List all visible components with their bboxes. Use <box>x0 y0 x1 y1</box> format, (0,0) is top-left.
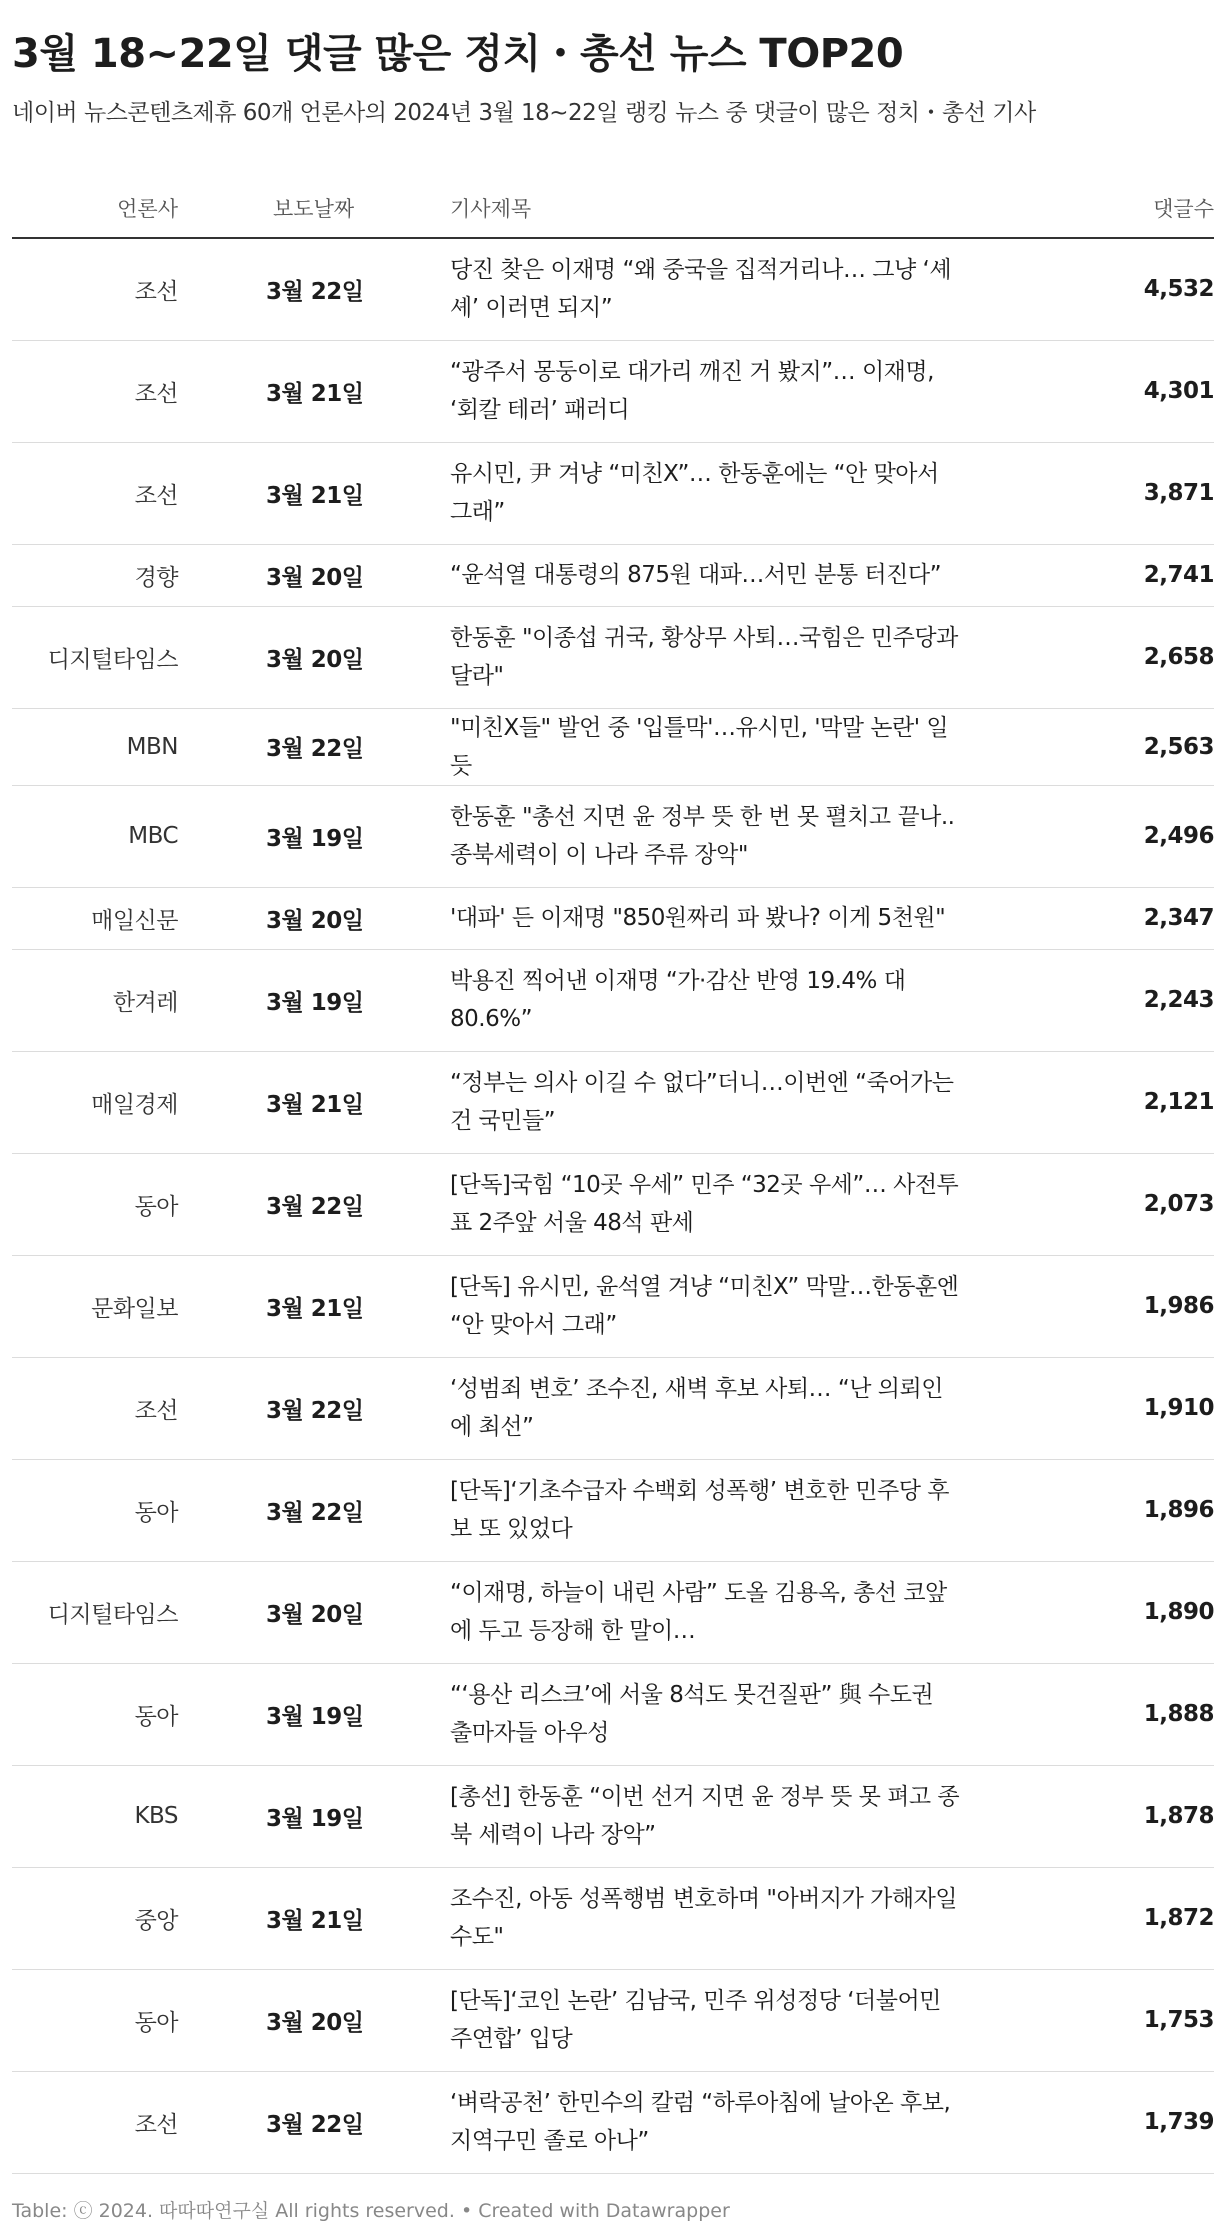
comment-count-cell: 2,496 <box>984 785 1214 887</box>
outlet-cell: 동아 <box>12 1153 178 1255</box>
table-row <box>12 1663 1214 1765</box>
comment-count-cell: 4,301 <box>984 340 1214 442</box>
column-header-date[interactable]: 보도날짜 <box>178 178 368 238</box>
column-header-comments[interactable]: 댓글수 <box>984 178 1214 238</box>
comment-count-cell: 2,073 <box>984 1153 1214 1255</box>
date-cell: 3월 22일 <box>178 238 368 340</box>
headline-cell: 조수진, 아동 성폭행범 변호하며 "아버지가 가해자일 수도" <box>368 1867 984 1969</box>
outlet-cell: 매일신문 <box>12 887 178 949</box>
news-table <box>12 178 1214 2174</box>
outlet-cell: 조선 <box>12 238 178 340</box>
headline-cell: “이재명, 하늘이 내린 사람” 도올 김용옥, 총선 코앞에 두고 등장해 한 말이… <box>368 1561 984 1663</box>
headline-cell: “정부는 의사 이길 수 없다”더니…이번엔 “죽어가는 건 국민들” <box>368 1051 984 1153</box>
table-row <box>12 1765 1214 1867</box>
outlet-cell: 동아 <box>12 1663 178 1765</box>
headline-cell: "미친X들" 발언 중 '입틀막'…유시민, '막말 논란' 일듯 <box>368 708 984 785</box>
headline-cell: [단독]‘기초수급자 수백회 성폭행’ 변호한 민주당 후보 또 있었다 <box>368 1459 984 1561</box>
outlet-cell: 동아 <box>12 1969 178 2071</box>
date-cell: 3월 20일 <box>178 1969 368 2071</box>
date-cell: 3월 22일 <box>178 2071 368 2173</box>
footer-credit: Table: ⓒ 2024. 따따따연구실 All rights reserved. • Created with Datawrapper <box>12 2200 730 2222</box>
comment-count-cell: 2,121 <box>984 1051 1214 1153</box>
outlet-cell: 디지털타임스 <box>12 1561 178 1663</box>
headline-cell: 한동훈 "총선 지면 윤 정부 뜻 한 번 못 펼치고 끝나.. 종북세력이 이 나라 주류 장악" <box>368 785 984 887</box>
comment-count-cell: 1,910 <box>984 1357 1214 1459</box>
outlet-cell: 동아 <box>12 1459 178 1561</box>
comment-count-cell: 1,986 <box>984 1255 1214 1357</box>
outlet-cell: MBN <box>12 708 178 785</box>
table-row <box>12 949 1214 1051</box>
comment-count-cell: 2,347 <box>984 887 1214 949</box>
outlet-cell: 한겨레 <box>12 949 178 1051</box>
headline-cell: “윤석열 대통령의 875원 대파…서민 분통 터진다” <box>368 544 984 606</box>
outlet-cell: 문화일보 <box>12 1255 178 1357</box>
comment-count-cell: 3,871 <box>984 442 1214 544</box>
outlet-cell: 조선 <box>12 340 178 442</box>
date-cell: 3월 19일 <box>178 1663 368 1765</box>
table-row <box>12 442 1214 544</box>
date-cell: 3월 20일 <box>178 887 368 949</box>
headline-cell: [단독]‘코인 논란’ 김남국, 민주 위성정당 ‘더불어민주연합’ 입당 <box>368 1969 984 2071</box>
table-row <box>12 1561 1214 1663</box>
date-cell: 3월 21일 <box>178 442 368 544</box>
date-cell: 3월 19일 <box>178 785 368 887</box>
comment-count-cell: 2,658 <box>984 606 1214 708</box>
table-row <box>12 340 1214 442</box>
date-cell: 3월 21일 <box>178 1867 368 1969</box>
page-subtitle: 네이버 뉴스콘텐츠제휴 60개 언론사의 2024년 3월 18~22일 랭킹 뉴스 중 댓글이 많은 정치・총선 기사 <box>12 100 1036 126</box>
comment-count-cell: 2,741 <box>984 544 1214 606</box>
comment-count-cell: 1,890 <box>984 1561 1214 1663</box>
outlet-cell: 매일경제 <box>12 1051 178 1153</box>
column-header-headline[interactable]: 기사제목 <box>368 178 984 238</box>
headline-cell: [단독] 유시민, 윤석열 겨냥 “미친X” 막말…한동훈엔 “안 맞아서 그래” <box>368 1255 984 1357</box>
page-title: 3월 18~22일 댓글 많은 정치・총선 뉴스 TOP20 <box>12 31 904 77</box>
date-cell: 3월 21일 <box>178 1255 368 1357</box>
date-cell: 3월 19일 <box>178 949 368 1051</box>
comment-count-cell: 4,532 <box>984 238 1214 340</box>
outlet-cell: 조선 <box>12 1357 178 1459</box>
table-row <box>12 1051 1214 1153</box>
comment-count-cell: 1,753 <box>984 1969 1214 2071</box>
headline-cell: ‘성범죄 변호’ 조수진, 새벽 후보 사퇴… “난 의뢰인에 최선” <box>368 1357 984 1459</box>
comment-count-cell: 2,563 <box>984 708 1214 785</box>
table-row <box>12 1153 1214 1255</box>
column-header-outlet[interactable]: 언론사 <box>12 178 178 238</box>
headline-cell: “‘용산 리스크’에 서울 8석도 못건질판” 與 수도권 출마자들 아우성 <box>368 1663 984 1765</box>
outlet-cell: 조선 <box>12 2071 178 2173</box>
table-row <box>12 1357 1214 1459</box>
outlet-cell: 조선 <box>12 442 178 544</box>
date-cell: 3월 22일 <box>178 1153 368 1255</box>
date-cell: 3월 20일 <box>178 544 368 606</box>
comment-count-cell: 1,888 <box>984 1663 1214 1765</box>
table-row <box>12 1459 1214 1561</box>
headline-cell: 유시민, 尹 겨냥 “미친X”… 한동훈에는 “안 맞아서 그래” <box>368 442 984 544</box>
comment-count-cell: 1,739 <box>984 2071 1214 2173</box>
date-cell: 3월 22일 <box>178 708 368 785</box>
headline-cell: 당진 찾은 이재명 “왜 중국을 집적거리나… 그냥 ‘셰셰’ 이러면 되지” <box>368 238 984 340</box>
table-row <box>12 238 1214 340</box>
table-row <box>12 785 1214 887</box>
table-row <box>12 1867 1214 1969</box>
comment-count-cell: 1,878 <box>984 1765 1214 1867</box>
table-row <box>12 708 1214 785</box>
headline-cell: '대파' 든 이재명 "850원짜리 파 봤나? 이게 5천원" <box>368 887 984 949</box>
comment-count-cell: 2,243 <box>984 949 1214 1051</box>
date-cell: 3월 21일 <box>178 340 368 442</box>
date-cell: 3월 20일 <box>178 1561 368 1663</box>
table-row <box>12 1969 1214 2071</box>
date-cell: 3월 21일 <box>178 1051 368 1153</box>
table-row <box>12 544 1214 606</box>
outlet-cell: KBS <box>12 1765 178 1867</box>
table-row <box>12 887 1214 949</box>
headline-cell: “광주서 몽둥이로 대가리 깨진 거 봤지”… 이재명, ‘회칼 테러’ 패러디 <box>368 340 984 442</box>
headline-cell: [총선] 한동훈 “이번 선거 지면 윤 정부 뜻 못 펴고 종북 세력이 나라 장악” <box>368 1765 984 1867</box>
date-cell: 3월 19일 <box>178 1765 368 1867</box>
table-row <box>12 606 1214 708</box>
outlet-cell: 중앙 <box>12 1867 178 1969</box>
date-cell: 3월 20일 <box>178 606 368 708</box>
comment-count-cell: 1,896 <box>984 1459 1214 1561</box>
table-body <box>12 238 1214 2173</box>
outlet-cell: 디지털타임스 <box>12 606 178 708</box>
headline-cell: 한동훈 "이종섭 귀국, 황상무 사퇴…국힘은 민주당과 달라" <box>368 606 984 708</box>
headline-cell: 박용진 찍어낸 이재명 “가·감산 반영 19.4% 대 80.6%” <box>368 949 984 1051</box>
date-cell: 3월 22일 <box>178 1357 368 1459</box>
date-cell: 3월 22일 <box>178 1459 368 1561</box>
table-row <box>12 2071 1214 2173</box>
table-row <box>12 1255 1214 1357</box>
comment-count-cell: 1,872 <box>984 1867 1214 1969</box>
outlet-cell: 경향 <box>12 544 178 606</box>
headline-cell: ‘벼락공천’ 한민수의 칼럼 “하루아침에 날아온 후보, 지역구민 졸로 아나” <box>368 2071 984 2173</box>
table-header <box>12 178 1214 238</box>
outlet-cell: MBC <box>12 785 178 887</box>
headline-cell: [단독]국힘 “10곳 우세” 민주 “32곳 우세”… 사전투표 2주앞 서울 48석 판세 <box>368 1153 984 1255</box>
